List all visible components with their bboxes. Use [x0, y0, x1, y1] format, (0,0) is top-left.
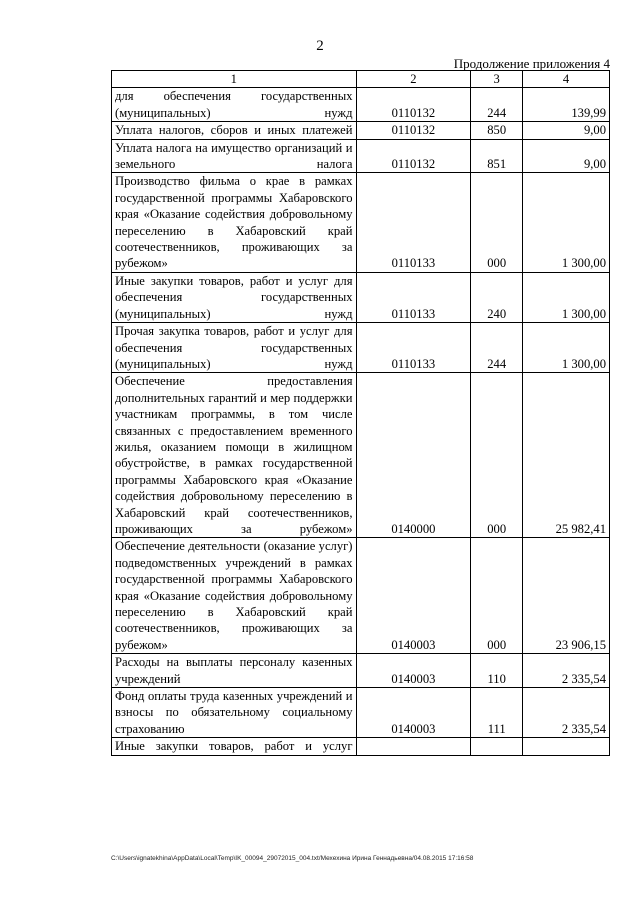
- row-target-code: 0110133: [356, 323, 471, 373]
- row-amount: 1 300,00: [523, 272, 610, 322]
- row-description: Производство фильма о крае в рамках государственной программы Хабаровского края «Оказание содействия добровольному переселению в Хабаровский край соотечественников, проживающих за рубежом»: [112, 173, 357, 272]
- page-number: 2: [316, 38, 324, 54]
- table-row: [112, 139, 610, 173]
- row-description: Прочая закупка товаров, работ и услуг для обеспечения государственных (муниципальных) нужд: [112, 323, 357, 373]
- row-expense-type: 000: [471, 538, 523, 654]
- budget-table: [111, 70, 610, 756]
- row-amount: 2 335,54: [523, 654, 610, 688]
- row-description: Уплата налогов, сборов и иных платежей: [112, 122, 357, 139]
- row-target-code: [356, 738, 471, 755]
- row-target-code: 0140003: [356, 654, 471, 688]
- table-row: [112, 654, 610, 688]
- row-expense-type: 244: [471, 323, 523, 373]
- table-row: [112, 173, 610, 272]
- row-expense-type: 000: [471, 173, 523, 272]
- row-target-code: 0110132: [356, 88, 471, 122]
- table-row: [112, 538, 610, 654]
- row-amount: [523, 738, 610, 755]
- file-path-footer: C:\Users\ignatekhina\AppData\Local\Temp\IK_00094_29072015_004.txt/Мехехина Ирина Геннадьевна/04.08.2015 17:16:58: [111, 855, 474, 862]
- row-expense-type: 111: [471, 688, 523, 738]
- row-amount: 9,00: [523, 122, 610, 139]
- table-row: [112, 88, 610, 122]
- table-row: [112, 272, 610, 322]
- row-target-code: 0140003: [356, 538, 471, 654]
- header-col-1: 1: [112, 71, 357, 88]
- row-expense-type: 000: [471, 373, 523, 538]
- row-description: Иные закупки товаров, работ и услуг: [112, 738, 357, 755]
- row-expense-type: 244: [471, 88, 523, 122]
- table-row: [112, 373, 610, 538]
- header-col-4: 4: [523, 71, 610, 88]
- row-description: Иные закупки товаров, работ и услуг для обеспечения государственных (муниципальных) нужд: [112, 272, 357, 322]
- row-amount: 139,99: [523, 88, 610, 122]
- row-expense-type: 240: [471, 272, 523, 322]
- row-expense-type: 850: [471, 122, 523, 139]
- row-amount: 1 300,00: [523, 173, 610, 272]
- row-target-code: 0110133: [356, 272, 471, 322]
- row-target-code: 0110132: [356, 122, 471, 139]
- header-col-3: 3: [471, 71, 523, 88]
- table-row: [112, 323, 610, 373]
- row-expense-type: 851: [471, 139, 523, 173]
- row-description: Уплата налога на имущество организаций и земельного налога: [112, 139, 357, 173]
- row-target-code: 0110132: [356, 139, 471, 173]
- row-amount: 1 300,00: [523, 323, 610, 373]
- row-description: для обеспечения государственных (муниципальных) нужд: [112, 88, 357, 122]
- header-col-2: 2: [356, 71, 471, 88]
- table-row: [112, 738, 610, 755]
- row-expense-type: 110: [471, 654, 523, 688]
- row-description: Расходы на выплаты персоналу казенных учреждений: [112, 654, 357, 688]
- appendix-caption: Продолжение приложения 4: [453, 56, 610, 71]
- table-row: [112, 122, 610, 139]
- row-amount: 9,00: [523, 139, 610, 173]
- row-description: Фонд оплаты труда казенных учреждений и взносы по обязательному социальному страхованию: [112, 688, 357, 738]
- row-description: Обеспечение деятельности (оказание услуг) подведомственных учреждений в рамках государственной программы Хабаровского края «Оказание содействия добровольному переселению в Хабаровский край соотечественников, проживающих за рубежом»: [112, 538, 357, 654]
- row-amount: 25 982,41: [523, 373, 610, 538]
- row-description: Обеспечение предоставления дополнительных гарантий и мер поддержки участникам программы, в том числе связанных с предоставлением временного жилья, оказанием помощи в жилищном обустройстве, в рамках государственной программы Хабаровского края «Оказание содействия добровольному переселению в Хабаровский край соотечественников, проживающих за рубежом»: [112, 373, 357, 538]
- row-amount: 2 335,54: [523, 688, 610, 738]
- row-expense-type: [471, 738, 523, 755]
- row-target-code: 0140000: [356, 373, 471, 538]
- table-row: [112, 688, 610, 738]
- row-target-code: 0140003: [356, 688, 471, 738]
- row-amount: 23 906,15: [523, 538, 610, 654]
- row-target-code: 0110133: [356, 173, 471, 272]
- table-header-row: [112, 71, 610, 88]
